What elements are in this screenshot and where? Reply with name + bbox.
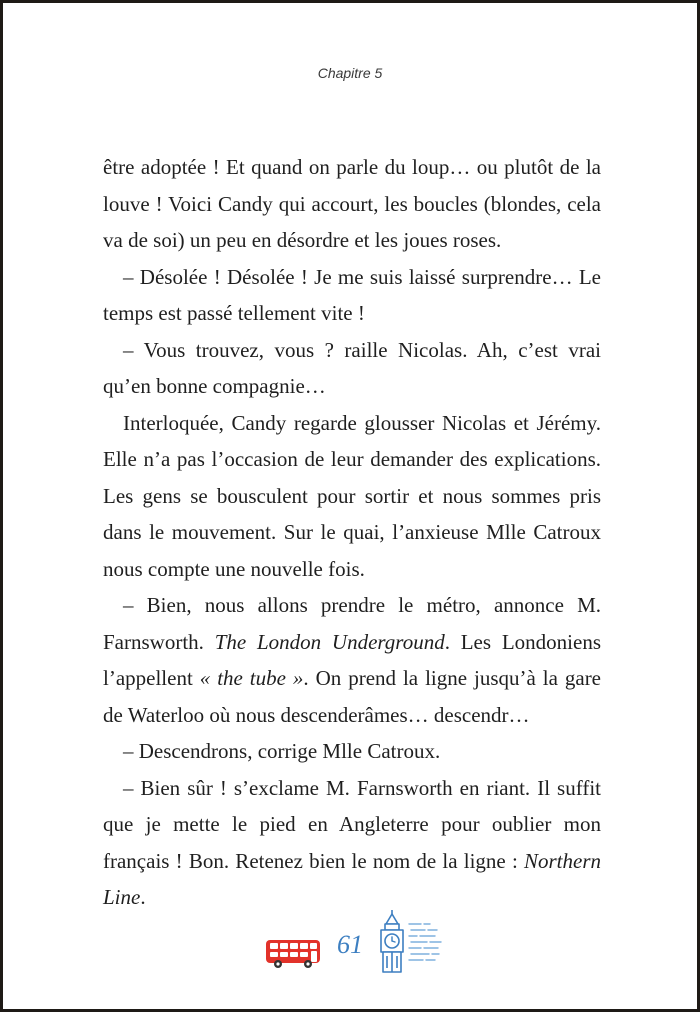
paragraph-6: – Descendrons, corrige Mlle Catroux.: [123, 739, 441, 763]
paragraph-5-text-e: . On prend la ligne jusqu’à la gare de Waterloo où nous descenderâmes… descendr…: [103, 666, 602, 727]
paragraph-5-italic-d: « the tube »: [199, 666, 304, 690]
paragraph-1: être adoptée ! Et quand on parle du loup… ou plutôt de la louve ! Voici Candy qui accourt, les boucles (blondes, cela va de soi) un peu en désordre et les joues roses.: [103, 155, 601, 252]
red-bus-icon: [265, 939, 323, 969]
paragraph-5-text-a: – Bien, nous allons prendre le métro, annonce M. Farnsworth.: [103, 593, 601, 654]
paragraph-7-text-a: – Bien sûr ! s’exclame M. Farnsworth en riant. Il suffit que je mette le pied en Angleterre pour oublier mon français ! Bon. Retenez bien le nom de la ligne :: [103, 775, 601, 873]
paragraph-7-italic-b: Northern Line: [103, 848, 601, 909]
chapter-header: Chapitre 5: [317, 65, 383, 81]
paragraph-2: – Désolée ! Désolée ! Je me suis laissé surprendre… Le temps est passé tellement vite !: [103, 264, 601, 325]
body-text: [103, 149, 601, 916]
paragraph-5: [103, 587, 601, 733]
page-number: 61: [337, 930, 363, 959]
paragraph-5-text-c: . Les Londoniens l’appellent: [103, 629, 601, 690]
paragraph-4: Interloquée, Candy regarde glousser Nicolas et Jérémy. Elle n’a pas l’occasion de leur demander des explications. Les gens se bousculent pour sortir et nous sommes pris dans le mouvement. Sur le quai, l’anxieuse Mlle Catroux nous compte une nouvelle fois.: [103, 410, 601, 581]
big-ben-icon: [377, 910, 445, 974]
paragraph-3: – Vous trouvez, vous ? raille Nicolas. Ah, c’est vrai qu’en bonne compagnie…: [103, 337, 601, 398]
paragraph-7: [103, 770, 601, 916]
paragraph-5-italic-b: The London Underground: [214, 629, 445, 654]
paragraph-7-text-c: .: [140, 885, 146, 909]
page-footer: [3, 908, 697, 978]
